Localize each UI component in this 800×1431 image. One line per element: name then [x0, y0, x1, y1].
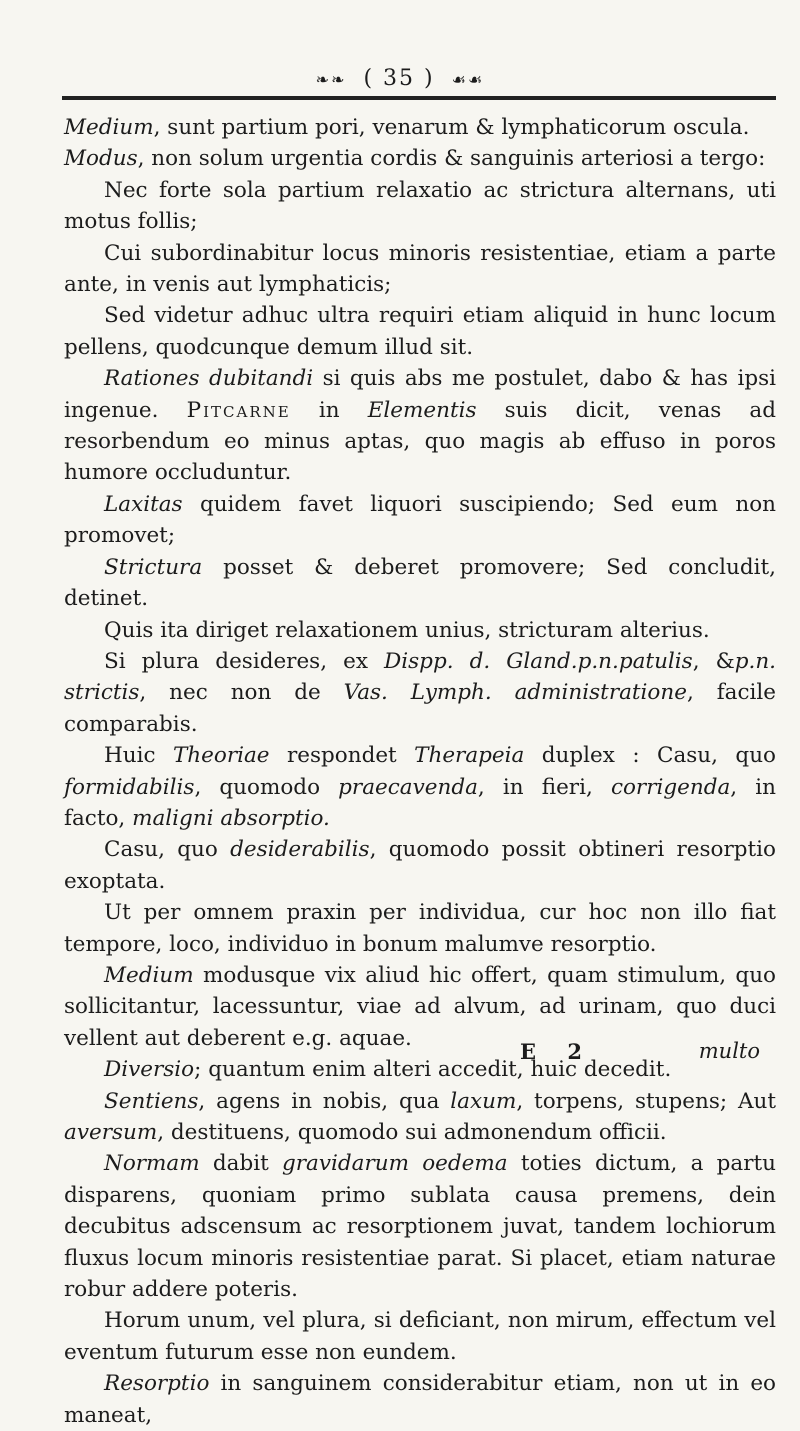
italic-term: formidabilis	[64, 774, 195, 800]
text-run: modusque vix aliud hic offert, quam stimulum, quo sollicitantur, lacessuntur, viae ad alvum, ad urinam, quo duci vellent aut deberent e.g. aquae.	[64, 962, 776, 1051]
italic-term: gravidarum oedema	[282, 1151, 508, 1177]
text-run: , in facto,	[64, 774, 776, 831]
text-run: , agens in nobis, qua	[198, 1088, 451, 1114]
italic-term: Medium	[104, 962, 194, 988]
text-run: , nec non de	[139, 680, 344, 706]
author-name: Pitcarne	[186, 397, 291, 423]
paragraph	[64, 175, 776, 238]
text-run: toties dictum, a partu disparens, quoniam primo sublata causa premens, dein decubitus adscensum ac resorptionem juvat, tandem lochiorum fluxus locum minoris resistentiae parat. Si placet, etiam naturae robur addere poteris.	[64, 1151, 777, 1303]
text-run: Sed videtur adhuc ultra requiri etiam aliquid in hunc locum pellens, quodcunque demum illud sit.	[64, 303, 776, 360]
paragraph	[64, 897, 776, 960]
catchword: multo	[698, 1039, 760, 1063]
italic-term: Dispp. d. Gland.p.n.patulis	[384, 648, 693, 674]
page-header	[0, 0, 800, 100]
italic-term: Normam	[104, 1151, 200, 1177]
text-run: suis dicit, venas ad resorbendum eo minus aptas, quo magis ab effuso in poros humore occluduntur.	[64, 397, 777, 486]
italic-term: maligni absorptio.	[132, 805, 330, 831]
text-run: si quis abs me postulet, dabo & has ipsi ingenue.	[64, 366, 776, 423]
paragraph	[64, 300, 776, 363]
italic-term: corrigenda	[610, 774, 731, 800]
text-run: Quis ita diriget relaxationem unius, stricturam alterius.	[104, 617, 710, 643]
paragraph	[64, 615, 776, 646]
page-number-text: ( 35 )	[363, 66, 435, 91]
italic-term: Elementis	[367, 397, 477, 423]
text-run: , quomodo possit obtineri resorptio exoptata.	[64, 837, 776, 894]
text-run: , sunt partium pori, venarum & lymphaticorum oscula.	[153, 115, 750, 140]
text-run: , torpens, stupens; Aut	[516, 1088, 777, 1114]
paragraph	[64, 646, 776, 740]
paragraph	[64, 552, 776, 615]
paragraph	[64, 143, 776, 174]
text-run: Cui subordinabitur locus minoris resistentiae, etiam a parte ante, in venis aut lymphaticis;	[64, 240, 776, 298]
text-run: Huic	[104, 743, 173, 769]
paragraph	[64, 1368, 776, 1431]
page-footer	[0, 1039, 800, 1069]
left-ornament-icon: ❧❧	[315, 69, 347, 89]
text-run: ; quantum enim alteri accedit, huic decedit.	[194, 1057, 672, 1083]
paragraph	[64, 238, 776, 301]
text-run: Si plura desideres, ex	[104, 648, 385, 674]
italic-term: desiderabilis	[230, 837, 370, 863]
paragraph	[64, 1305, 776, 1368]
text-run: , non solum urgentia cordis & sanguinis arteriosi a tergo:	[137, 146, 766, 172]
italic-term: aversum	[64, 1120, 158, 1145]
text-run: , in fieri,	[477, 774, 611, 800]
italic-term: laxum	[450, 1088, 517, 1114]
text-run: respondet	[269, 743, 415, 769]
paragraph	[64, 740, 776, 834]
paragraph	[64, 1148, 776, 1305]
paragraph	[64, 1086, 776, 1149]
text-run: , &	[692, 648, 735, 674]
italic-term: Laxitas	[104, 491, 183, 517]
italic-term: Sentiens	[104, 1088, 199, 1114]
text-run: Horum unum, vel plura, si deficiant, non mirum, effectum vel eventum futurum esse non eundem.	[64, 1308, 776, 1365]
italic-term: Modus	[64, 146, 138, 172]
header-rule	[62, 96, 776, 100]
text-run: in sanguinem considerabitur etiam, non ut in eo maneat,	[64, 1371, 776, 1428]
italic-term: Strictura	[104, 554, 203, 580]
text-run: Ut per omnem praxin per individua, cur hoc non illo fiat tempore, loco, individuo in bonum malumve resorptio.	[64, 900, 776, 957]
signature-mark: E 2	[520, 1039, 594, 1064]
text-run: Nec forte sola partium relaxatio ac strictura alternans, uti motus follis;	[64, 177, 776, 235]
paragraph	[64, 363, 776, 489]
italic-term: Vas. Lymph. administratione	[343, 680, 687, 706]
text-run: posset & deberet promovere; Sed concludit, detinet.	[64, 554, 776, 612]
text-run: , facile comparabis.	[64, 680, 776, 737]
italic-term: Therapeia	[414, 743, 525, 769]
text-run: duplex : Casu, quo	[524, 743, 776, 769]
italic-term: Medium	[64, 115, 154, 140]
text-run: in	[290, 397, 368, 423]
italic-term: Theoriae	[172, 743, 270, 769]
page-number	[0, 66, 800, 91]
italic-term: Resorptio	[104, 1371, 210, 1397]
text-run: dabit	[199, 1151, 282, 1177]
body-text	[64, 112, 776, 1431]
right-ornament-icon: ☙☙	[451, 69, 485, 89]
italic-term: Rationes dubitandi	[104, 366, 314, 392]
italic-term: Diversio	[104, 1057, 195, 1083]
italic-term: praecavenda	[338, 774, 478, 800]
text-run: , destituens, quomodo sui admonendum officii.	[157, 1120, 667, 1145]
text-run: quidem favet liquori suscipiendo; Sed eum non promovet;	[64, 491, 776, 549]
paragraph	[64, 112, 776, 143]
text-run: Casu, quo	[104, 837, 231, 863]
paragraph	[64, 834, 776, 897]
paragraph	[64, 489, 776, 552]
text-run: , quomodo	[194, 774, 339, 800]
italic-term: p.n. strictis	[64, 648, 777, 706]
